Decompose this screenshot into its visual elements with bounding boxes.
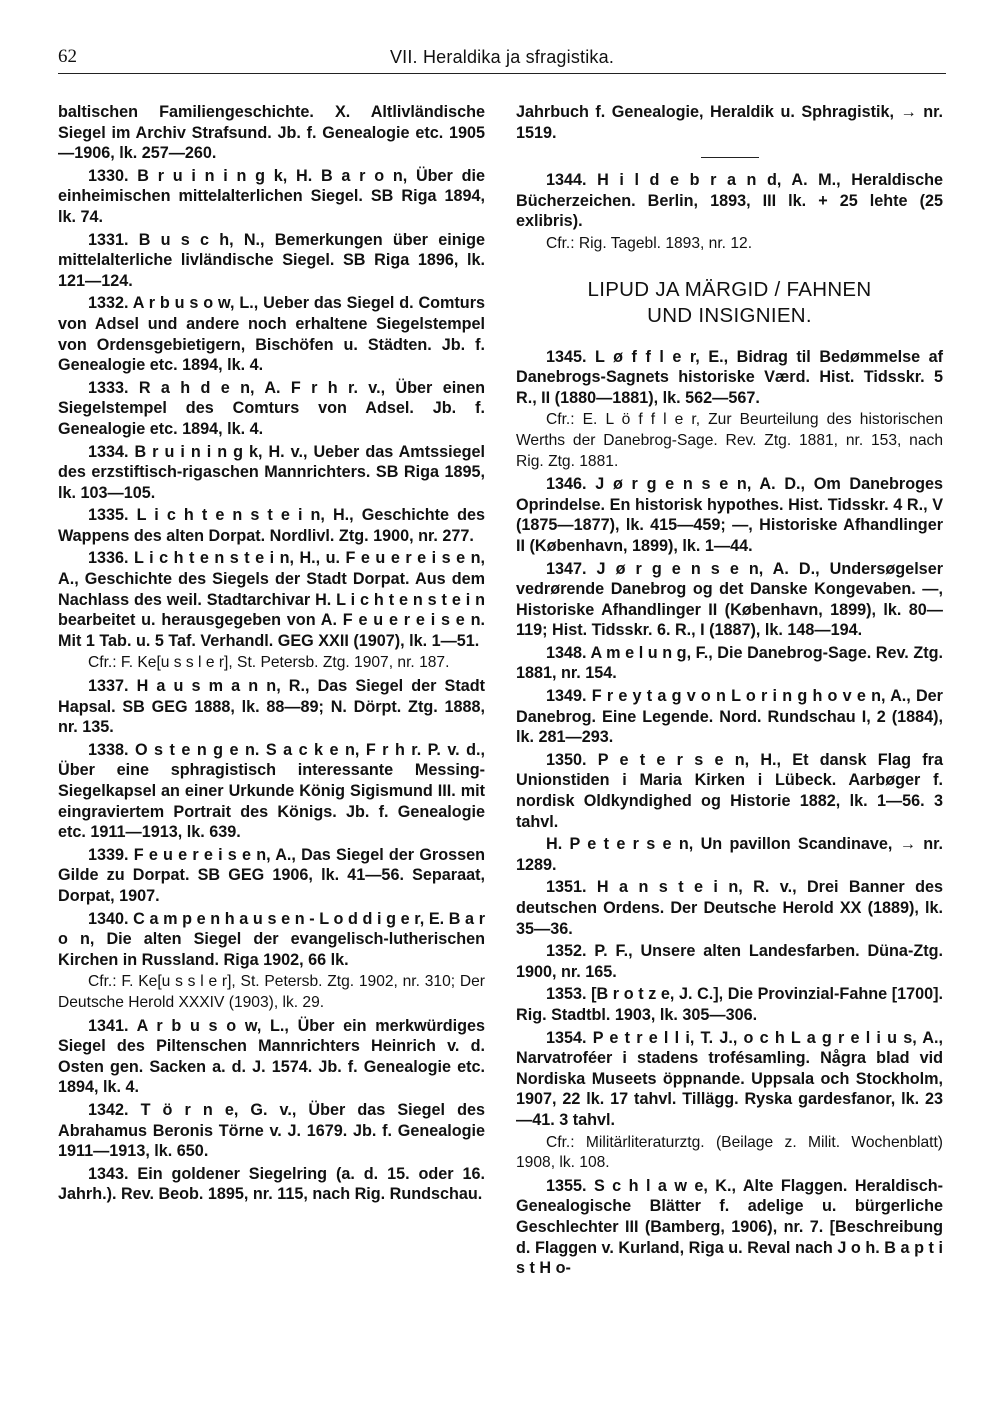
bibliography-entry: Jahrbuch f. Genealogie, Heraldik u. Sphragistik, → nr. 1519. bbox=[516, 103, 943, 142]
page-number: 62 bbox=[58, 46, 77, 67]
bibliography-entry: 1334. B r u i n i n g k, H. v., Ueber das Amtssiegel des erzstiftisch-rigaschen Mannrichters. SB Riga 1895, lk. 103—105. bbox=[58, 442, 485, 502]
bibliography-entry: 1354. P e t r e l l i, T. J., o c h L a g r e l i u s, A., Narvatroféer i stadens trofésamling. Några blad vid Nordiska Museets öppnande. Uppsala och Stockholm, 1907, 22 lk. 17 tahvl. Tillägg. Ryska gardesfanor, lk. 23—41. 3 tahvl. bbox=[516, 1028, 943, 1129]
section-title-line-2: UND INSIGNIEN. bbox=[647, 303, 812, 327]
bibliography-entry: 1330. B r u i n i n g k, H. B a r o n, Über die einheimischen mittelalterlichen Siegel. SB Riga 1894, lk. 74. bbox=[58, 166, 485, 226]
bibliography-entry: 1345. L ø f f l e r, E., Bidrag til Bedømmelse af Danebrogs-Sagnets historiske Værd. Hist. Tidsskr. 5 R., II (1880—1881), lk. 562—567. bbox=[516, 347, 943, 407]
bibliography-entry: 1331. B u s c h, N., Bemerkungen über einige mittelalterliche livländische Siegel. SB Riga 1896, lk. 121—124. bbox=[58, 230, 485, 290]
bibliography-entry: 1348. A m e l u n g, F., Die Danebrog-Sage. Rev. Ztg. 1881, nr. 154. bbox=[516, 643, 943, 683]
right-column-bottom bbox=[516, 347, 943, 1279]
left-column bbox=[58, 102, 485, 1207]
bibliography-entry: 1337. H a u s m a n n, R., Das Siegel der Stadt Hapsal. SB GEG 1888, lk. 88—89; N. Dörpt. Ztg. 1888, nr. 135. bbox=[58, 677, 485, 737]
bibliography-reference: Cfr.: F. Ke[u s s l e r], St. Petersb. Ztg. 1902, nr. 310; Der Deutsche Herold XXXIV (1903), lk. 29. bbox=[58, 973, 485, 1011]
right-column-mid bbox=[516, 170, 943, 254]
bibliography-entry: 1344. H i l d e b r a n d, A. M., Heraldische Bücherzeichen. Berlin, 1893, III lk. + 25 lehte (25 exlibris). bbox=[516, 171, 943, 231]
bibliography-reference: Cfr.: E. L ö f f l e r, Zur Beurteilung des historischen Werths der Danebrog-Sage. Rev. Ztg. 1881, nr. 153, nach Rig. Ztg. 1881. bbox=[516, 411, 943, 470]
bibliography-entry: 1351. H a n s t e i n, R. v., Drei Banner des deutschen Ordens. Der Deutsche Herold XX (1889), lk. 35—36. bbox=[516, 878, 943, 938]
bibliography-entry: 1336. L i c h t e n s t e i n, H., u. F e u e r e i s e n, A., Geschichte des Siegels der Stadt Dorpat. Aus dem Nachlass des weil. Stadtarchivar H. L i c h t e n s t e i n bearbeitet u. herausgegeben von A. F e u e r e i s e n. Mit 1 Tab. u. 5 Taf. Verhandl. GEG XXII (1907), lk. 1—51. bbox=[58, 549, 485, 650]
page-header bbox=[58, 44, 946, 74]
bibliography-entry: baltischen Familiengeschichte. X. Altlivländische Siegel im Archiv Strafsund. Jb. f. Genealogie etc. 1905—1906, lk. 257—260. bbox=[58, 103, 485, 163]
bibliography-entry: 1349. F r e y t a g v o n L o r i n g h o v e n, A., Der Danebrog. Eine Legende. Nord. Rundschau I, 2 (1884), lk. 281—293. bbox=[516, 687, 943, 747]
bibliography-entry: 1341. A r b u s o w, L., Über ein merkwürdiges Siegel des Piltenschen Mannrichters Heinrich v. d. Osten gen. Sacken a. d. J. 1574. Jb. f. Genealogie etc. 1894, lk. 4. bbox=[58, 1016, 485, 1097]
right-column-top bbox=[516, 102, 943, 143]
bibliography-entry: 1342. T ö r n e, G. v., Über das Siegel des Abrahamus Beronis Törne v. J. 1679. Jb. f. Genealogie 1911—1913, lk. 650. bbox=[58, 1100, 485, 1161]
bibliography-entry: H. P e t e r s e n, Un pavillon Scandinave, → nr. 1289. bbox=[516, 835, 943, 874]
bibliography-entry: 1340. C a m p e n h a u s e n - L o d d i g e r, E. B a r o n, Die alten Siegel der evangelisch-lutherischen Kirchen in Russland. Riga 1902, 66 lk. bbox=[58, 909, 485, 969]
bibliography-reference: Cfr.: Militärliteraturztg. (Beilage z. Milit. Wochenblatt) 1908, lk. 108. bbox=[516, 1133, 943, 1172]
bibliography-reference: Cfr.: F. Ke[u s s l e r], St. Petersb. Ztg. 1907, nr. 187. bbox=[88, 654, 450, 672]
bibliography-entry: 1355. S c h l a w e, K., Alte Flaggen. Heraldisch-Genealogische Blätter f. adelige u. bürgerliche Geschlechter III (Bamberg, 1906), nr. 7. [Beschreibung d. Flaggen v. Kurland, Riga u. Reval nach J o h. B a p t i s t H o- bbox=[516, 1176, 943, 1278]
bibliography-entry: 1332. A r b u s o w, L., Ueber das Siegel d. Comturs von Adsel und andere noch erhaltene Siegelstempel von Ordensgebietigern, Bischöfen u. Städten. Jb. f. Genealogie etc. 1894, lk. 4. bbox=[58, 294, 485, 375]
bibliography-entry: 1338. O s t e n g e n. S a c k e n, F r h r. P. v. d., Über eine sphragistisch interessante Messing-Siegelkapsel an einer Urkunde König Sigismund III. mit eingraviertem Portrait des Königs. Jb. f. Genealogie etc. 1911—1913, lk. 639. bbox=[58, 740, 485, 842]
separator-rule bbox=[701, 157, 759, 158]
right-column bbox=[516, 102, 943, 1281]
bibliography-entry: 1346. J ø r g e n s e n, A. D., Om Danebroges Oprindelse. En historisk hypothes. Hist. Tidsskr. 4 R., V (1875—1877), lk. 415—459; —, Historiske Afhandlinger II (København, 1899), lk. 1—44. bbox=[516, 475, 943, 555]
bibliography-entry: 1353. [B r o t z e, J. C.], Die Provinzial-Fahne [1700]. Rig. Stadtbl. 1903, lk. 305—306. bbox=[516, 985, 943, 1024]
running-head: VII. Heraldika ja sfragistika. bbox=[389, 47, 615, 67]
section-title bbox=[516, 277, 943, 329]
header-rule bbox=[58, 73, 946, 74]
bibliography-entry: 1347. J ø r g e n s e n, A. D., Undersøgelser vedrørende Danebrog og det Danske Kongevaben. —, Historiske Afhandlinger II (København, 1899), lk. 80—119; Hist. Tidsskr. 6. R., I (1887), lk. 148—194. bbox=[516, 559, 943, 640]
section-title-line-1: LIPUD JA MÄRGID / FAHNEN bbox=[587, 277, 872, 301]
bibliography-entry: 1352. P. F., Unsere alten Landesfarben. Düna-Ztg. 1900, nr. 165. bbox=[516, 942, 943, 981]
bibliography-reference: Cfr.: Rig. Tagebl. 1893, nr. 12. bbox=[546, 234, 753, 252]
bibliography-entry: 1343. Ein goldener Siegelring (a. d. 15. oder 16. Jahrh.). Rev. Beob. 1895, nr. 115, nach Rig. Rundschau. bbox=[58, 1164, 485, 1204]
bibliography-entry: 1333. R a h d e n, A. F r h r. v., Über einen Siegelstempel des Comturs von Adsel. Jb. f. Genealogie etc. 1894, lk. 4. bbox=[58, 378, 485, 438]
bibliography-entry: 1339. F e u e r e i s e n, A., Das Siegel der Grossen Gilde zu Dorpat. SB GEG 1906, lk. 41—56. Separaat, Dorpat, 1907. bbox=[58, 845, 485, 905]
bibliography-entry: 1350. P e t e r s e n, H., Et dansk Flag fra Unionstiden i Maria Kirken i Lübeck. Aarbøger f. nordisk Oldkyndighed og Historie 1882, lk. 1—56. 3 tahvl. bbox=[516, 750, 943, 831]
bibliography-entry: 1335. L i c h t e n s t e i n, H., Geschichte des Wappens des alten Dorpat. Nordlivl. Ztg. 1900, nr. 277. bbox=[58, 506, 485, 545]
